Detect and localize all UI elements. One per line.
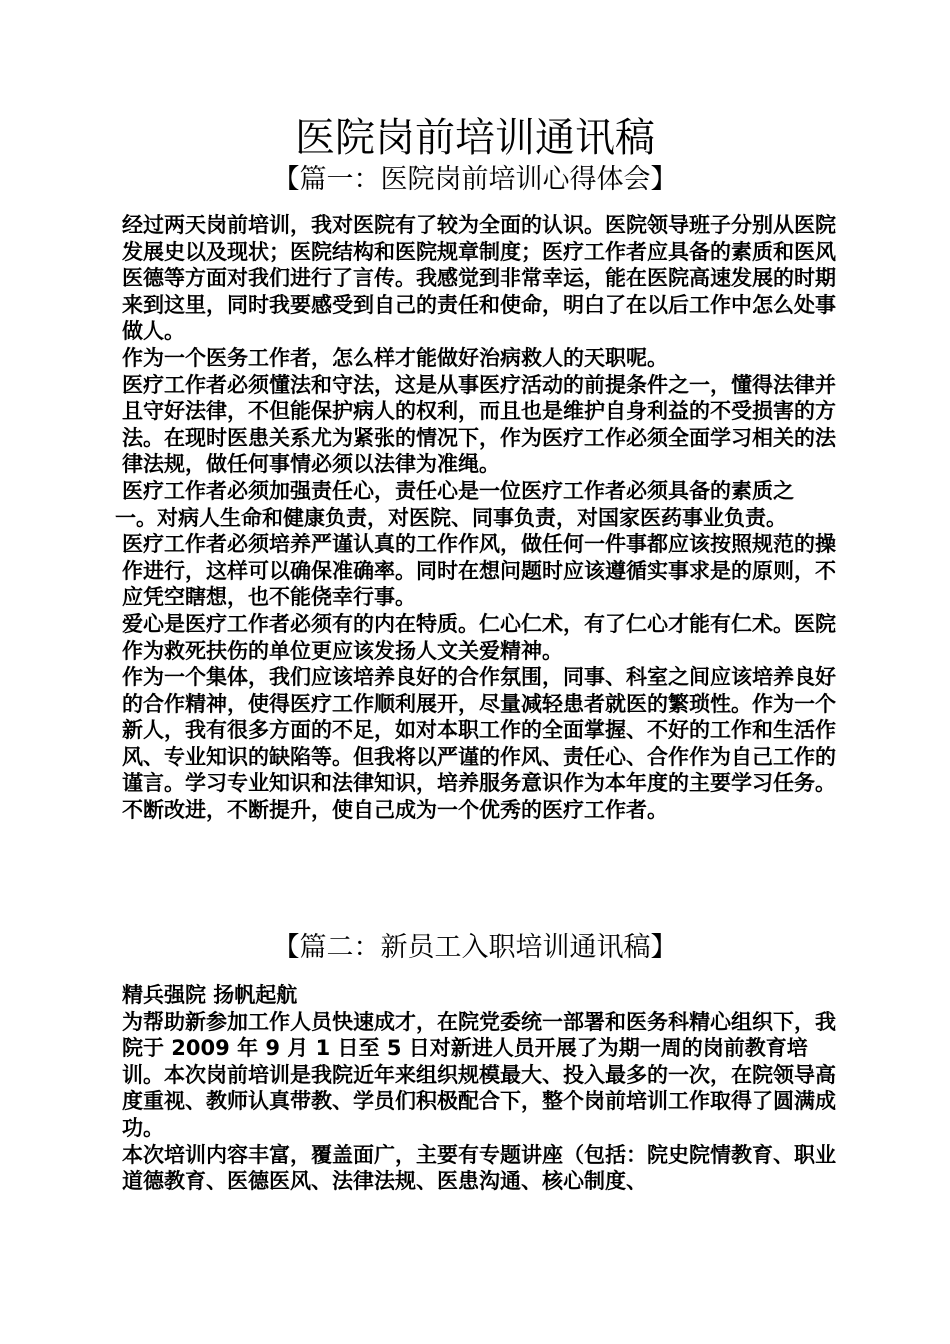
- section-2-body: [115, 982, 845, 1195]
- paragraph: 作为一个集体，我们应该培养良好的合作氛围，同事、科室之间应该培养良好的合作精神，使得医疗工作顺利展开，尽量减轻患者就医的繁琐性。作为一个新人，我有很多方面的不足，如对本职工作的全面掌握、不好的工作和生活作风、专业知识的缺陷等。但我将以严谨的作风、责任心、合作作为自己工作的谨言。学习专业知识和法律知识，培养服务意识作为本年度的主要学习任务。不断改进，不断提升，使自己成为一个优秀的医疗工作者。: [122, 665, 836, 823]
- paragraph: 本次培训内容丰富，覆盖面广，主要有专题讲座（包括：院史院情教育、职业道德教育、医德医风、法律法规、医患沟通、核心制度、: [122, 1142, 836, 1194]
- section-1-body: [115, 212, 845, 824]
- paragraph: 经过两天岗前培训，我对医院有了较为全面的认识。医院领导班子分别从医院发展史以及现状；医院结构和医院规章制度；医疗工作者应具备的素质和医风医德等方面对我们进行了言传。我感觉到非常幸运，能在医院高速发展的时期来到这里，同时我要感受到自己的责任和使命，明白了在以后工作中怎么处事做人。: [122, 213, 836, 344]
- section-heading-2: 【篇二：新员工入职培训通讯稿】: [272, 932, 678, 963]
- paragraph: 为帮助新参加工作人员快速成才，在院党委统一部署和医务科精心组织下，我院于 2009 年 9 月 1 日至 5 日对新进人员开展了为期一周的岗前教育培训。本次岗前培训是我院近年来组织规模最大、投入最多的一次，在院领导高度重视、教师认真带教、学员们积极配合下，整个岗前培训工作取得了圆满成功。: [122, 1009, 836, 1140]
- paragraph: 医疗工作者必须懂法和守法，这是从事医疗活动的前提条件之一，懂得法律并且守好法律，不但能保护病人的权利，而且也是维护自身利益的不受损害的方法。在现时医患关系尤为紧张的情况下，作为医疗工作必须全面学习相关的法律法规，做任何事情必须以法律为准绳。: [122, 372, 836, 477]
- document-title: 医院岗前培训通讯稿: [295, 115, 655, 161]
- paragraph: 一。对病人生命和健康负责，对医院、同事负责，对国家医药事业负责。: [115, 505, 787, 530]
- paragraph: 爱心是医疗工作者必须有的内在特质。仁心仁术，有了仁心才能有仁术。医院作为救死扶伤的单位更应该发扬人文关爱精神。: [122, 611, 836, 663]
- paragraph: 作为一个医务工作者，怎么样才能做好治病救人的天职呢。: [122, 345, 668, 370]
- article-subtitle: 精兵强院 扬帆起航: [122, 983, 298, 1007]
- paragraph: 医疗工作者必须加强责任心，责任心是一位医疗工作者必须具备的素质之: [122, 478, 794, 503]
- paragraph: 医疗工作者必须培养严谨认真的工作作风，做任何一件事都应该按照规范的操作进行，这样可以确保准确率。同时在想问题时应该遵循实事求是的原则，不应凭空瞎想，也不能侥幸行事。: [122, 532, 836, 610]
- section-heading-1: 【篇一：医院岗前培训心得体会】: [272, 164, 678, 195]
